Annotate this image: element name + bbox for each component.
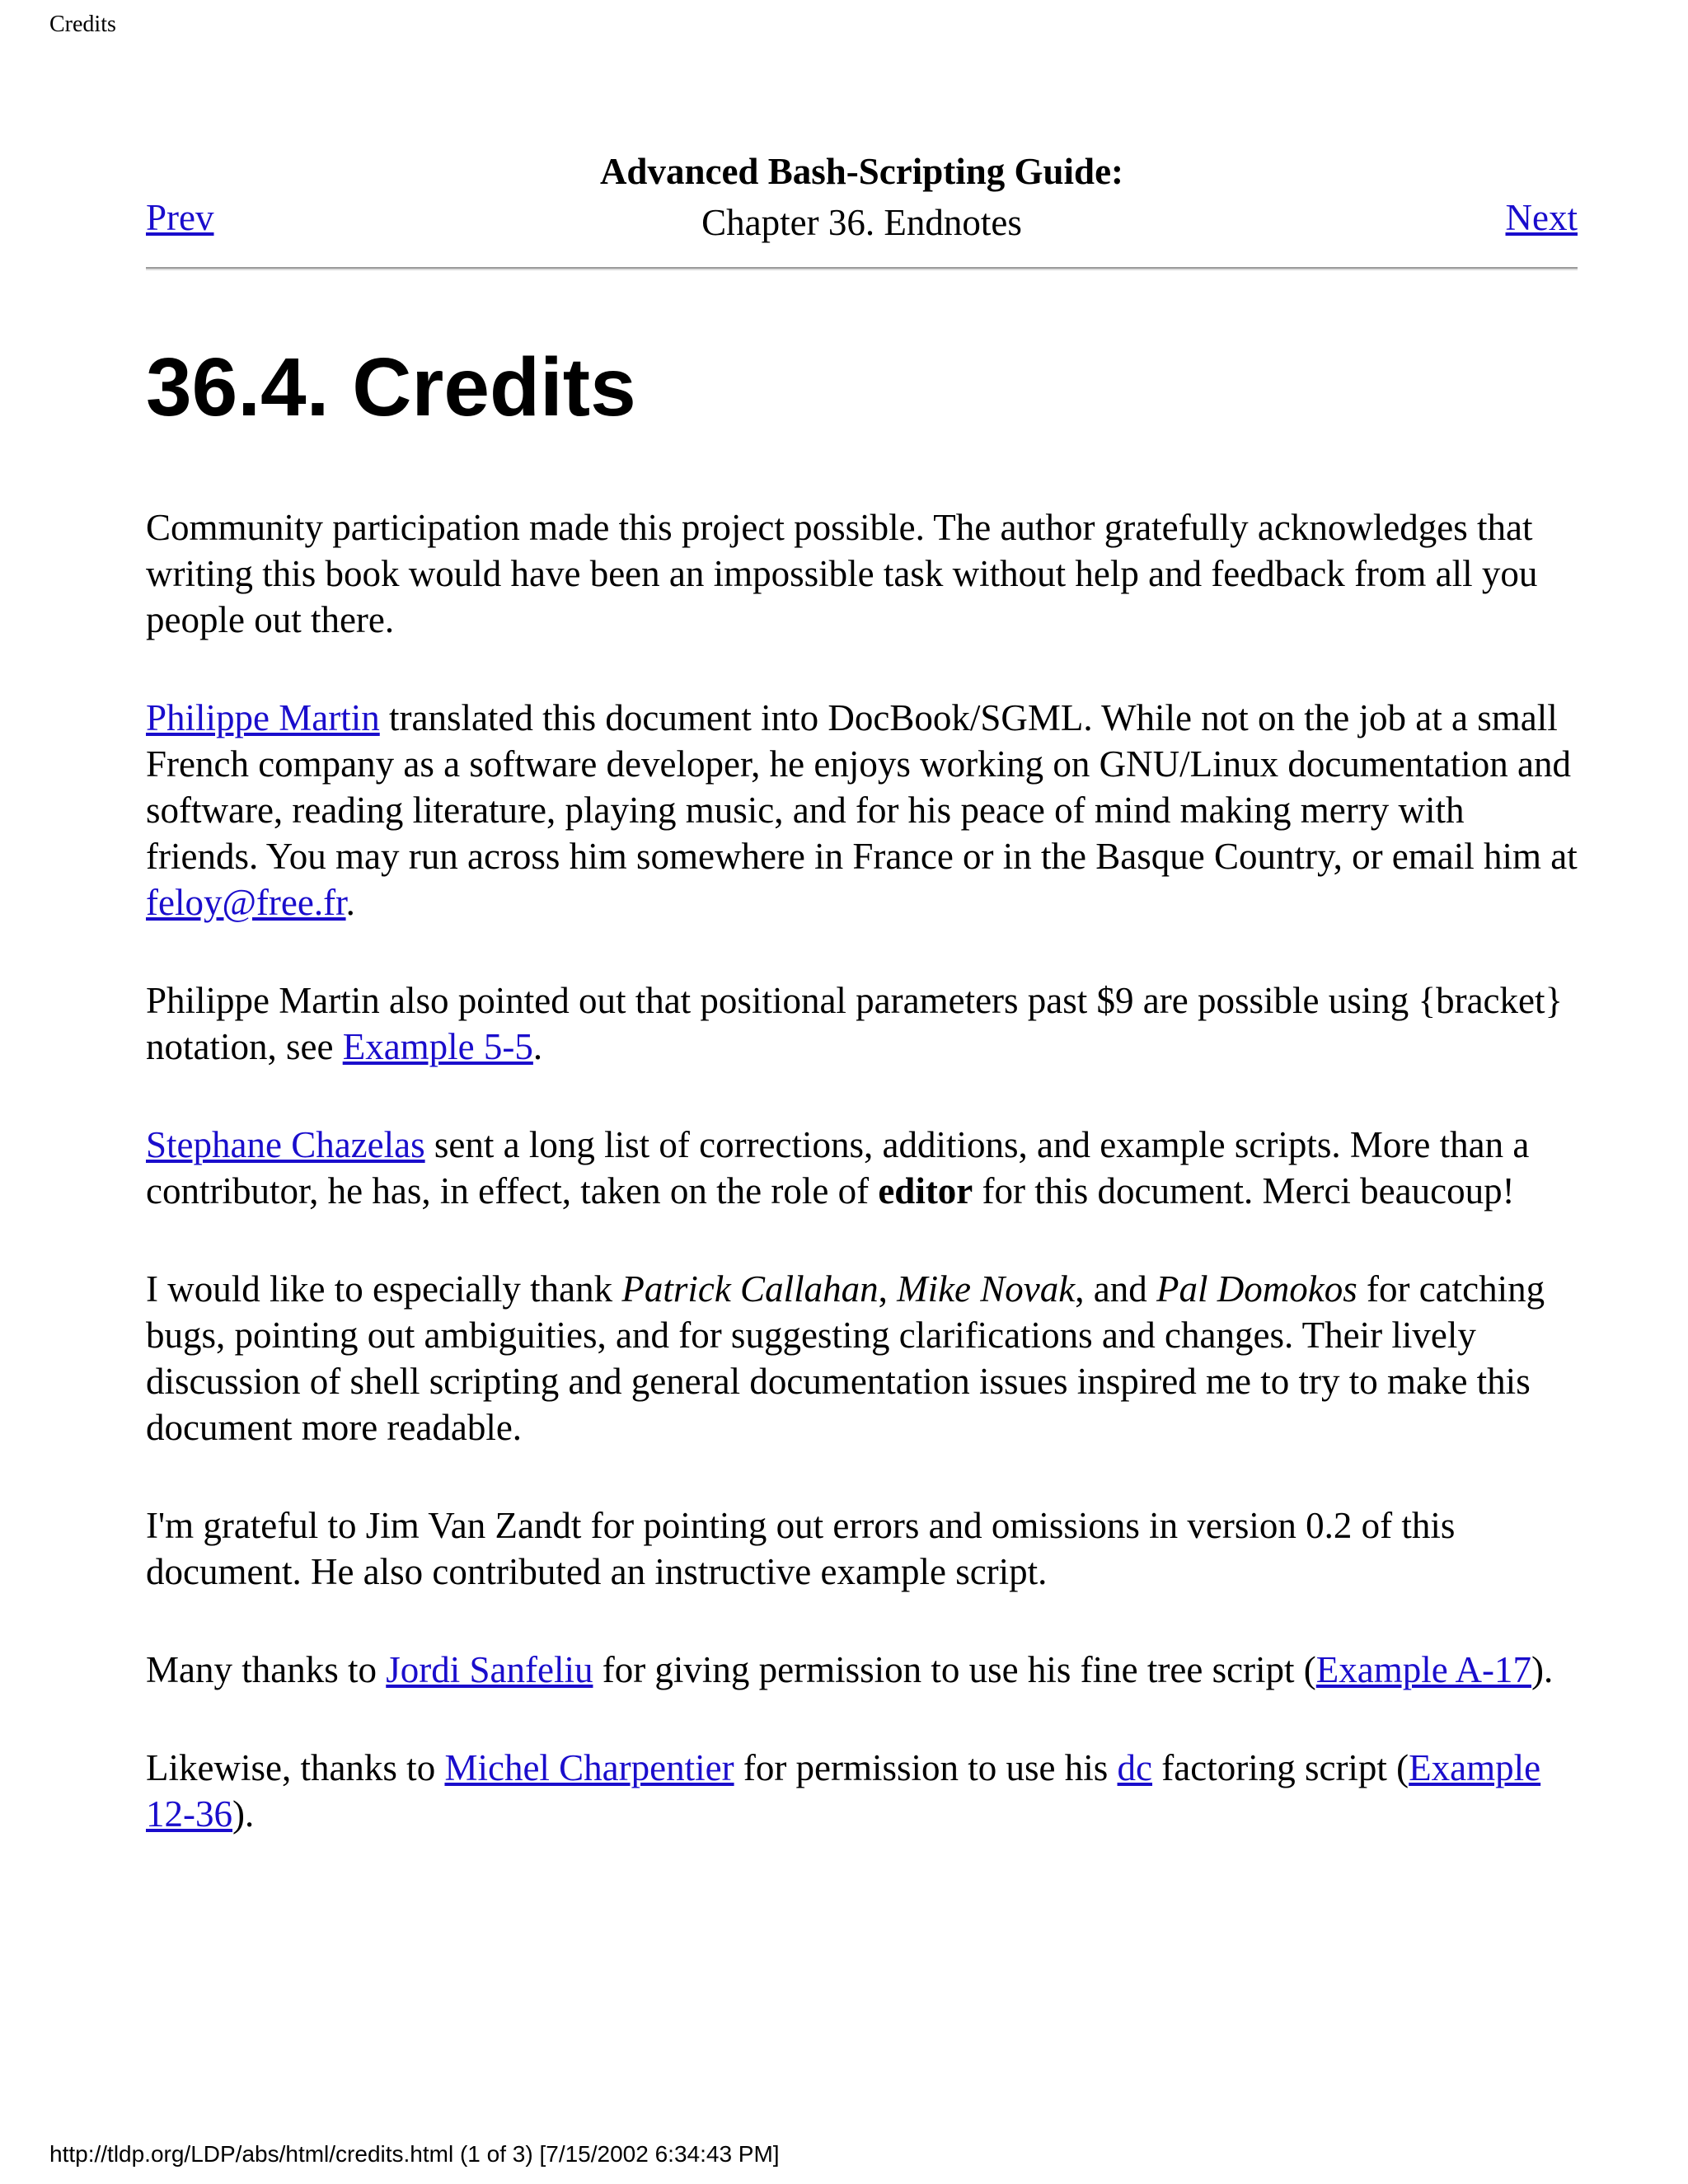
- paragraph-text: Philippe Martin also pointed out that positional parameters past $9 are possible using {bracket} notation, see: [146, 980, 1564, 1067]
- paragraph-text: sent a long list of corrections, additions, and example scripts. More than a contributor, he has, in effect, taken on the role of: [146, 1124, 1530, 1212]
- paragraph-jordi-sanfeliu: [146, 1647, 1580, 1693]
- main-content: [146, 338, 1580, 1889]
- example-a-17-link[interactable]: Example A-17: [1315, 1649, 1531, 1690]
- paragraph-text: .: [345, 882, 355, 923]
- dc-link[interactable]: dc: [1117, 1747, 1153, 1788]
- example-5-5-link[interactable]: Example 5-5: [342, 1026, 533, 1067]
- paragraph-stephane-chazelas: [146, 1122, 1580, 1214]
- paragraph-thanks: [146, 1266, 1580, 1451]
- paragraph-text: for this document. Merci beaucoup!: [973, 1170, 1515, 1212]
- paragraph-text: for catching bugs, pointing out ambiguities, and for suggesting clarifications and changes. Their lively discussion of shell scripting and general documentation issues inspired me to try to make this document more readable.: [146, 1268, 1545, 1448]
- paragraph-text: for permission to use his: [734, 1747, 1118, 1788]
- paragraph-text: I would like to especially thank: [146, 1268, 622, 1310]
- paragraph-jim-van-zandt: I'm grateful to Jim Van Zandt for pointing out errors and omissions in version 0.2 of this document. He also contributed an instructive example script.: [146, 1505, 1456, 1592]
- paragraph-text: , and: [1075, 1268, 1156, 1310]
- chapter-title: Chapter 36. Endnotes: [701, 202, 1022, 243]
- paragraph-philippe-martin: [146, 695, 1580, 926]
- header-divider: [146, 267, 1578, 270]
- page-header-title: Credits: [49, 12, 116, 37]
- book-title: Advanced Bash-Scripting Guide:: [599, 151, 1124, 192]
- navigation-header: [146, 148, 1578, 272]
- paragraph-text: translated this document into DocBook/SGML. While not on the job at a small French company as a software developer, he enjoys working on GNU/Linux documentation and software, reading literature, playing music, and for his peace of mind making merry with friends. You may run across him somewhere in France or in the Basque Country, or email him at: [146, 697, 1578, 877]
- paragraph-text: ,: [878, 1268, 898, 1310]
- paragraph-intro: Community participation made this project possible. The author gratefully acknowledges that writing this book would have been an impossible task without help and feedback from all you people out there.: [146, 507, 1538, 640]
- name-patrick-callahan: Patrick Callahan: [621, 1268, 879, 1310]
- paragraph-text: .: [532, 1026, 543, 1067]
- stephane-chazelas-link[interactable]: Stephane Chazelas: [146, 1124, 425, 1165]
- next-link[interactable]: Next: [1505, 197, 1578, 238]
- paragraph-text: Likewise, thanks to: [146, 1747, 445, 1788]
- paragraph-michel-charpentier: [146, 1745, 1580, 1837]
- prev-link[interactable]: Prev: [146, 197, 214, 238]
- paragraph-text: for giving permission to use his fine tree script (: [593, 1649, 1316, 1690]
- section-heading: 36.4. Credits: [146, 341, 636, 434]
- example-12-36-link[interactable]: Example 12-36: [146, 1747, 1541, 1835]
- paragraph-text: ).: [1531, 1649, 1554, 1690]
- name-pal-domokos: Pal Domokos: [1156, 1268, 1357, 1310]
- email-link[interactable]: feloy@free.fr: [146, 882, 346, 923]
- jordi-sanfeliu-link[interactable]: Jordi Sanfeliu: [386, 1649, 593, 1690]
- paragraph-text: ).: [232, 1793, 255, 1835]
- name-mike-novak: Mike Novak: [897, 1268, 1076, 1310]
- page-footer-url: http://tldp.org/LDP/abs/html/credits.html (1 of 3) [7/15/2002 6:34:43 PM]: [49, 2141, 780, 2167]
- editor-bold-text: editor: [878, 1170, 973, 1212]
- paragraph-text: factoring script (: [1152, 1747, 1409, 1788]
- paragraph-positional-params: [146, 977, 1580, 1070]
- philippe-martin-link[interactable]: Philippe Martin: [146, 697, 380, 738]
- michel-charpentier-link[interactable]: Michel Charpentier: [444, 1747, 734, 1788]
- paragraph-text: Many thanks to: [146, 1649, 387, 1690]
